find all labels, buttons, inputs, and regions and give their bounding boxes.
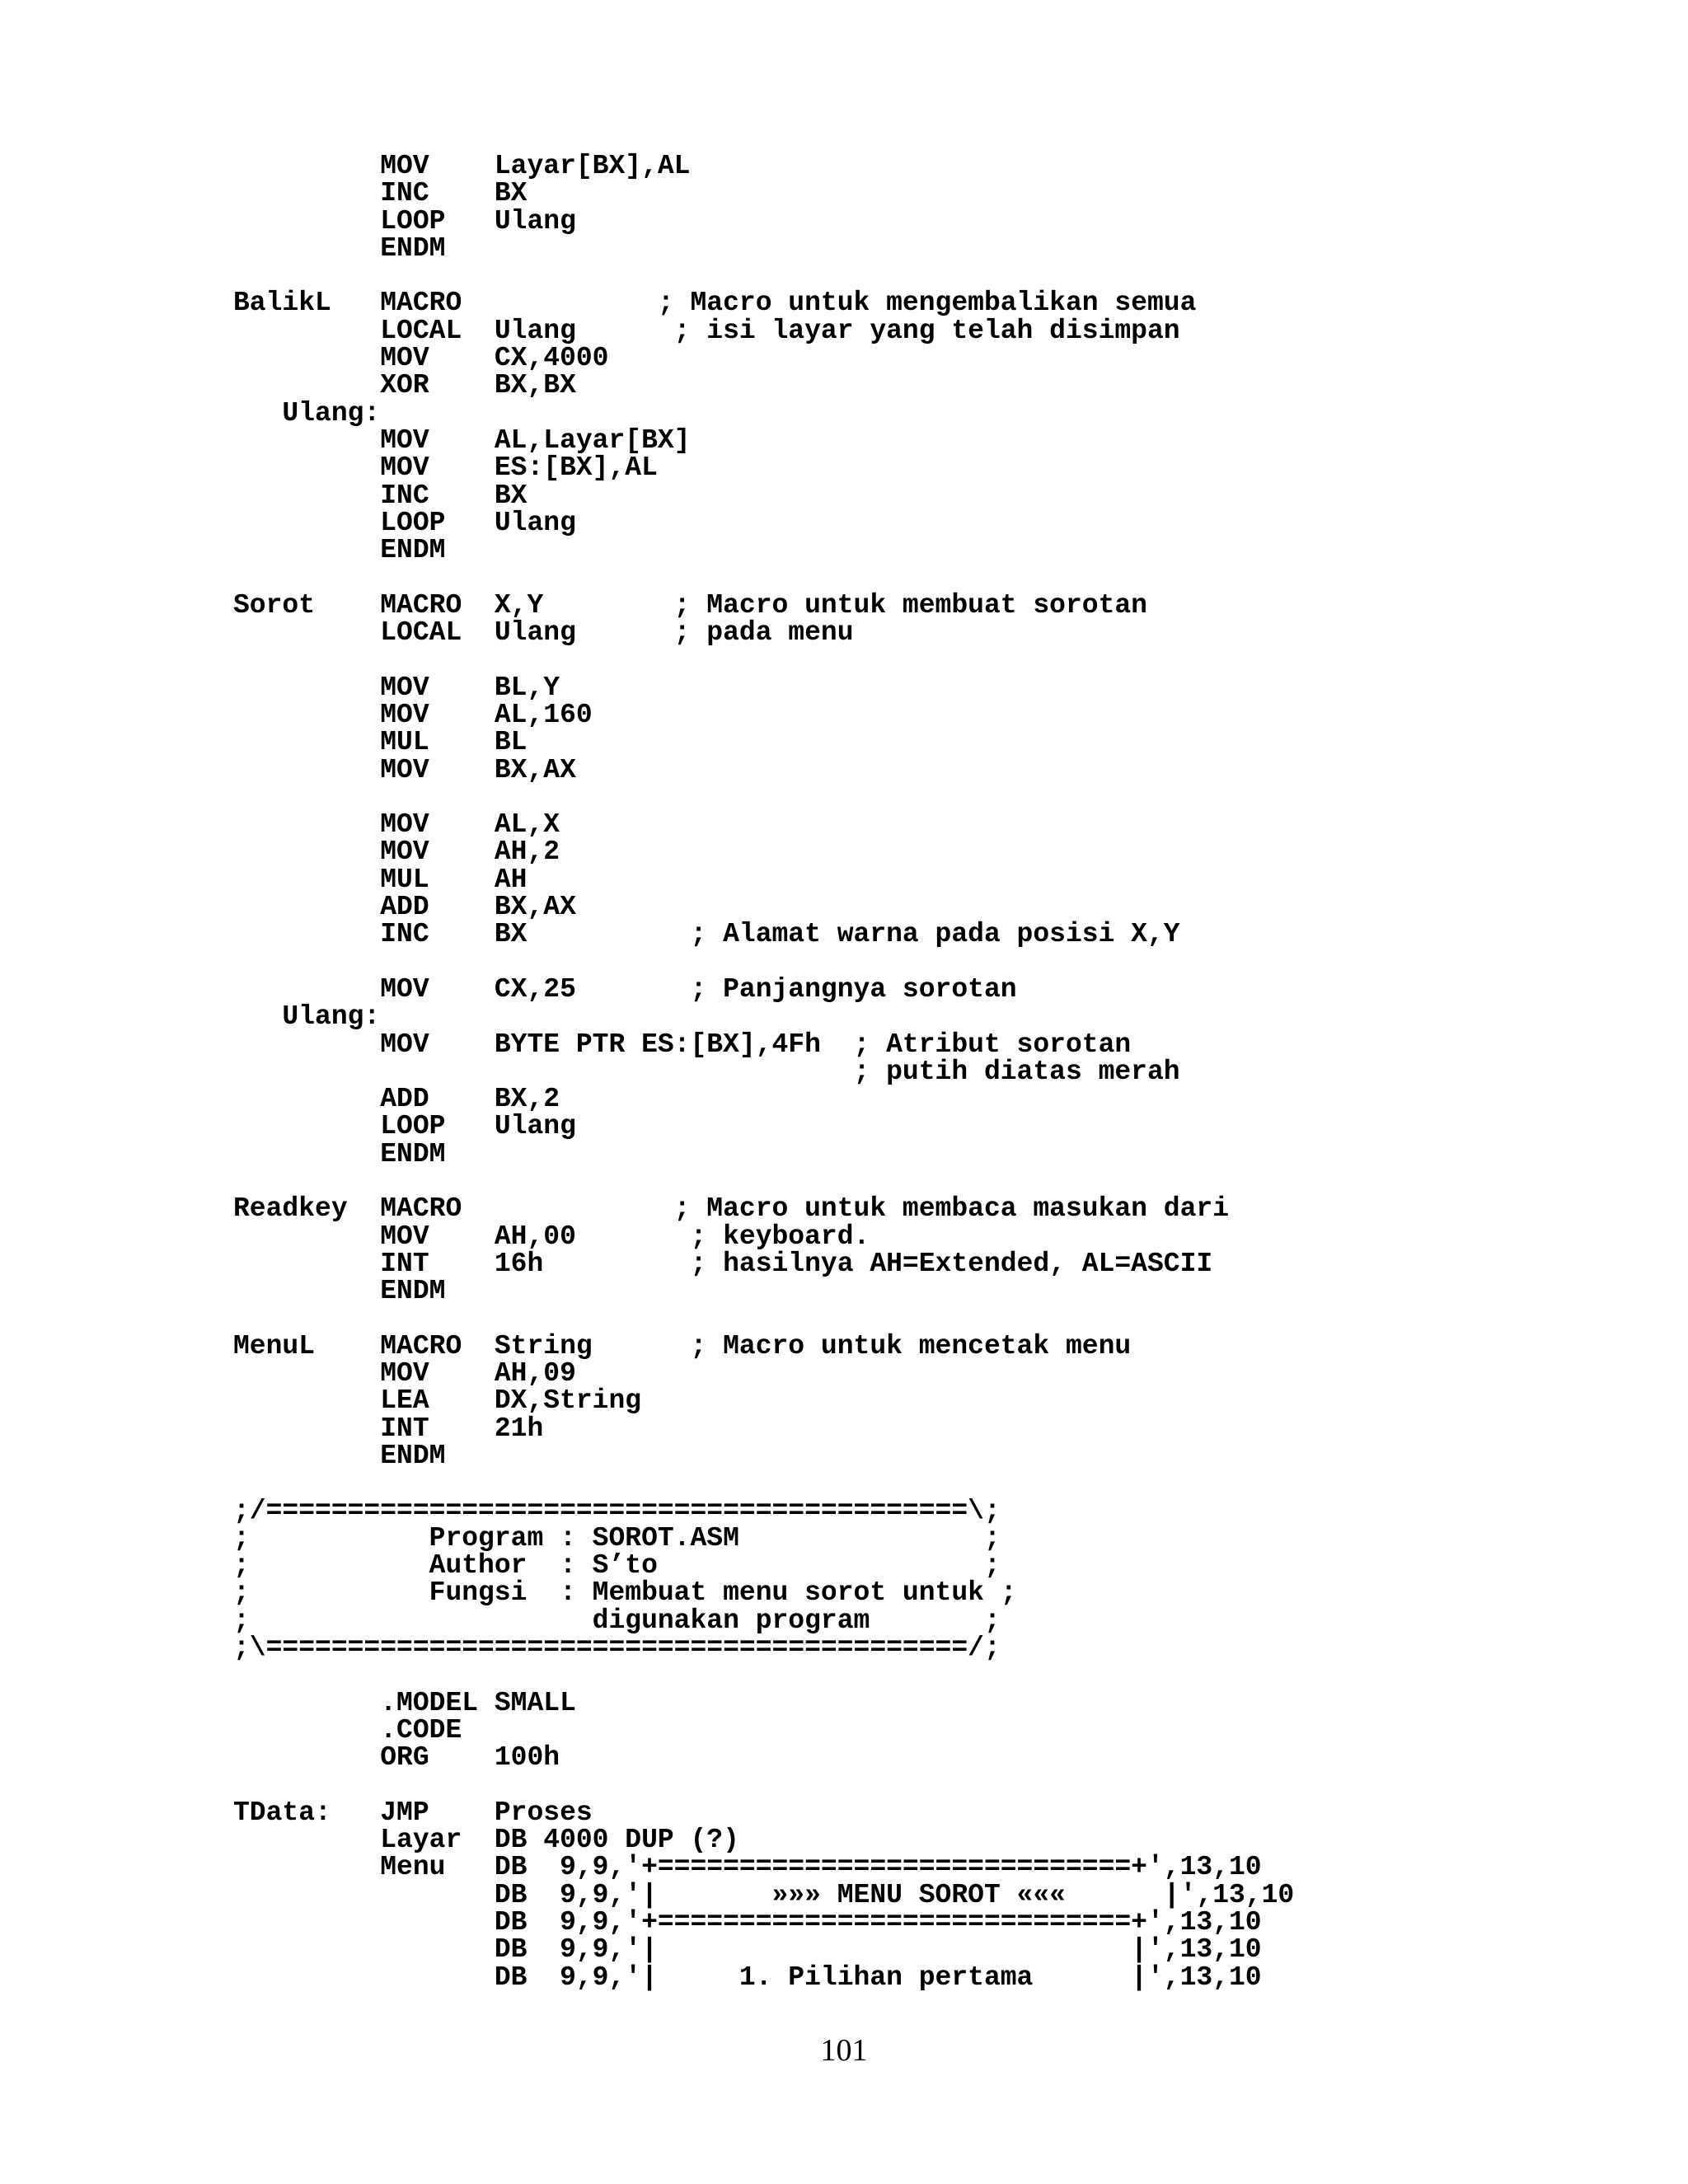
code-line: INT 21h (233, 1413, 544, 1444)
code-line: DB 9,9,'| 1. Pilihan pertama |',13,10 (233, 1961, 1262, 1993)
code-line: MOV BX,AX (233, 754, 576, 785)
code-line: ;/===========================================\; (233, 1495, 1001, 1526)
code-line (233, 949, 1294, 976)
code-line: MUL AH (233, 864, 528, 895)
code-line: MOV AH,00 ; keyboard. (233, 1221, 870, 1252)
code-line: ; putih diatas merah (233, 1056, 1180, 1087)
code-line: ; Program : SOROT.ASM ; (233, 1522, 1001, 1554)
code-line: MOV BYTE PTR ES:[BX],4Fh ; Atribut sorotan (233, 1029, 1132, 1060)
code-line: LOCAL Ulang ; isi layar yang telah disimpan (233, 315, 1180, 346)
code-line: MOV AH,09 (233, 1358, 576, 1390)
code-line: ENDM (233, 1138, 446, 1169)
code-line: MenuL MACRO String ; Macro untuk mencetak menu (233, 1330, 1132, 1361)
code-line (233, 262, 1294, 289)
code-line: MOV AH,2 (233, 837, 560, 868)
code-line (233, 1305, 1294, 1332)
code-line: Ulang: (233, 397, 381, 429)
code-line (233, 1469, 1294, 1497)
code-line: ; Fungsi : Membuat menu sorot untuk ; (233, 1577, 1017, 1609)
code-line: ; Author : S’to ; (233, 1550, 1001, 1582)
code-line: DB 9,9,'| »»» MENU SOROT ««« |',13,10 (233, 1879, 1295, 1910)
code-line: Readkey MACRO ; Macro untuk membaca masukan dari (233, 1193, 1229, 1225)
code-line: MOV BL,Y (233, 672, 560, 703)
code-line: INC BX (233, 178, 528, 209)
code-line: ADD BX,AX (233, 892, 576, 923)
code-listing (233, 152, 1294, 1991)
code-line: ;\===========================================/; (233, 1633, 1001, 1664)
code-line: INC BX ; Alamat warna pada posisi X,Y (233, 919, 1180, 950)
code-line: ADD BX,2 (233, 1084, 560, 1115)
code-line: DB 9,9,'| |',13,10 (233, 1934, 1262, 1966)
code-line (233, 784, 1294, 811)
code-line: LOOP Ulang (233, 1111, 576, 1142)
code-line: ENDM (233, 535, 446, 566)
code-line: LOCAL Ulang ; pada menu (233, 617, 854, 649)
code-line (233, 1168, 1294, 1195)
code-line (233, 646, 1294, 673)
code-line: XOR BX,BX (233, 370, 576, 401)
code-line: LOOP Ulang (233, 507, 576, 538)
code-line: Ulang: (233, 1001, 381, 1033)
code-line: ENDM (233, 232, 446, 264)
code-line: MOV CX,4000 (233, 343, 609, 374)
code-line: TData: JMP Proses (233, 1797, 593, 1828)
code-line: .CODE (233, 1714, 462, 1746)
code-line: LEA DX,String (233, 1385, 642, 1417)
code-line: MOV ES:[BX],AL (233, 452, 658, 484)
page-number: 101 (820, 2033, 868, 2068)
code-line: MUL BL (233, 727, 528, 758)
code-line (233, 1772, 1294, 1799)
code-line: MOV AL,Layar[BX] (233, 424, 691, 456)
code-line: DB 9,9,'+=============================+',13,10 (233, 1907, 1262, 1938)
code-line: MOV AL,X (233, 809, 560, 841)
code-line: ORG 100h (233, 1742, 560, 1774)
code-line: Sorot MACRO X,Y ; Macro untuk membuat sorotan (233, 589, 1147, 621)
code-line: Menu DB 9,9,'+=============================+',13,10 (233, 1852, 1262, 1883)
code-line: MOV AL,160 (233, 699, 593, 730)
code-line (233, 1661, 1294, 1689)
code-line: LOOP Ulang (233, 205, 576, 237)
code-line: Layar DB 4000 DUP (?) (233, 1825, 739, 1856)
code-line: INT 16h ; hasilnya AH=Extended, AL=ASCII (233, 1248, 1213, 1279)
code-line: ENDM (233, 1276, 446, 1307)
code-line: INC BX (233, 480, 528, 511)
code-line: BalikL MACRO ; Macro untuk mengembalikan semua (233, 288, 1197, 319)
code-line: .MODEL SMALL (233, 1687, 576, 1718)
code-line: MOV CX,25 ; Panjangnya sorotan (233, 973, 1017, 1005)
code-line: ENDM (233, 1440, 446, 1471)
code-line: MOV Layar[BX],AL (233, 151, 691, 181)
code-line: ; digunakan program ; (233, 1605, 1001, 1636)
code-line (233, 564, 1294, 591)
